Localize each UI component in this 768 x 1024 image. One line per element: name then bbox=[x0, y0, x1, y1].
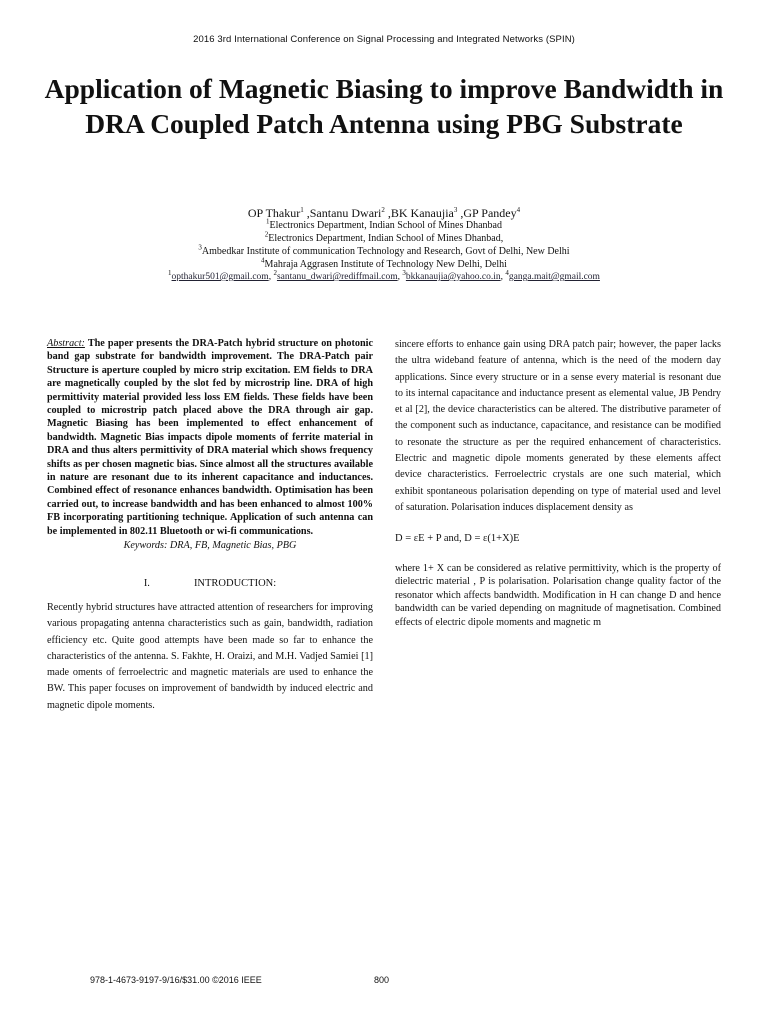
affiliation-text: Mahraja Aggrasen Institute of Technology New Delhi, Delhi bbox=[264, 259, 507, 270]
email-sup: 3 bbox=[402, 268, 406, 277]
affiliation-sup: 4 bbox=[261, 256, 265, 265]
email-list: $^1$opthakur501@gmail.com, $^2$santanu_dwari@rediffmail.com, $^3$bkkanaujia@yahoo.co.in, $^4$ganga.mait@gmail.com bbox=[168, 268, 600, 282]
email-sup: 1 bbox=[168, 268, 172, 277]
abstract-text: The paper presents the DRA-Patch hybrid structure on photonic band gap substrate for bandwidth improvement. The DRA-Patch pair Structure is aperture coupled by micro strip excitation. EM fields to DRA are magnetically coupled by the slot fed by microstrip line. DRA of high permittivity material provided less loss EM fields. These fields have been coupled to microstrip patch placed above the DRA through air gap. Magnetic Biasing has been implemented to effect enhancement of bandwidth. Magnetic Bias impacts dipole moments of ferrite material in DRA and thus alters permittivity of DRA material which shows frequency shifts as per chosen magnetic bias. Since almost all the structures available in nature are resonant due to its inherent capacitance and inductances. Combined effect of resonance enhances bandwidth. Optimisation has been carried out, to increase bandwidth and has been enhanced to almost 100% FB incorporating partitioning technique. Application of such antenna can be implemented in 802.11 Bluetooth or wi-fi communications. bbox=[47, 338, 373, 537]
author-sup: 3 bbox=[453, 206, 458, 214]
author-sup: 2 bbox=[381, 206, 385, 214]
author-name: GP Pandey bbox=[463, 206, 517, 220]
affiliation-sup: 1 bbox=[266, 217, 270, 226]
left-column bbox=[47, 337, 373, 714]
affiliation-3 bbox=[0, 243, 768, 258]
body-paragraph-2: where 1+ Χ can be considered as relative permittivity, which is the property of dielectric material , P is polarisation. Polarisation change quality factor of the resonator which affects bandwidth. Modification in H can change D and hence bandwidth can be varied depending on magnitude of magnetisation. Combined effects of electric dipole moments and magnetic m bbox=[395, 562, 721, 629]
abstract bbox=[47, 337, 373, 538]
email-link-2[interactable]: santanu_dwari@rediffmail.com bbox=[276, 272, 398, 282]
equation: D = εE + P and, D = ε(1+Χ)E bbox=[395, 533, 520, 545]
introduction-paragraph: Recently hybrid structures have attracted attention of researchers for improving various propagating antenna characteristics such as gain, bandwidth, radiation efficiency etc. Quite good attempts have been made so far to enhance the characteristics of the antenna. S. Fakhte, H. Oraizi, and M.H. Vadjed Samiei [1] made oments of ferroelectric and magnetic materials are used to enhance the BW. This paper focuses on improvement of bandwidth by induced electric and magnetic dipole moments. bbox=[47, 601, 373, 711]
affiliation-sup: 3 bbox=[198, 243, 202, 252]
affiliation-text: Electronics Department, Indian School of Mines Dhanbad bbox=[269, 220, 502, 231]
email-link-3[interactable]: bkkanaujia@yahoo.co.in bbox=[405, 272, 501, 282]
body-paragraph-1: sincere efforts to enhance gain using DRA patch pair; however, the paper lacks the ultra wideband feature of antenna, which is the need of the modern day applications. Since every structure or in a sense every material is resonant due to its internal capacitance and inductance present as elemental value, JB Pendry et al [2], the device characteristics can be altered. The distributive parameter of the component such as inductance, capacitance, and resistance can be modified to resonate the structure as per the required enhancement of characteristics. Electric and magnetic dipole moments generated by these elements affect device characteristics. Ferroelectric crystals are one such material, which exhibit spontaneous polarisation depending on type of material used and level of saturation. Polarisation induces displacement density as bbox=[395, 339, 721, 513]
author-sup: 4 bbox=[516, 206, 521, 214]
section-heading-introduction bbox=[47, 577, 373, 590]
keywords: Keywords: DRA, FB, Magnetic Bias, PBG bbox=[123, 540, 297, 552]
author-name: OP Thakur bbox=[247, 206, 301, 220]
author-name: BK Kanaujia bbox=[390, 206, 454, 220]
section-title: INTRODUCTION: bbox=[193, 577, 277, 589]
author-sep: , bbox=[384, 206, 391, 220]
affiliation-4 bbox=[0, 256, 768, 271]
affiliation-text: Ambedkar Institute of communication Technology and Research, Govt of Delhi, New Delhi bbox=[201, 246, 570, 257]
email-link-1[interactable]: opthakur501@gmail.com bbox=[171, 272, 269, 282]
author-sep: , bbox=[303, 206, 310, 220]
email-sup: 4 bbox=[505, 268, 509, 277]
author-list bbox=[0, 206, 768, 221]
abstract-label: Abstract: bbox=[47, 338, 85, 349]
footer-isbn: 978-1-4673-9197-9/16/$31.00 ©2016 IEEE bbox=[90, 975, 262, 985]
right-column bbox=[395, 337, 721, 630]
author-name: Santanu Dwari bbox=[309, 206, 382, 220]
affiliation-text: Electronics Department, Indian School of Mines Dhanbad, bbox=[268, 233, 504, 244]
author-sep: , bbox=[457, 206, 464, 220]
author-sup: 1 bbox=[300, 206, 304, 214]
email-sup: 2 bbox=[273, 268, 277, 277]
page-number: 800 bbox=[374, 975, 390, 985]
conference-header: 2016 3rd International Conference on Signal Processing and Integrated Networks (SPIN) bbox=[193, 34, 575, 45]
email-link-4[interactable]: ganga.mait@gmail.com bbox=[508, 272, 600, 282]
section-number: I. bbox=[143, 577, 150, 589]
paper-title: Application of Magnetic Biasing to improve Bandwidth in DRA Coupled Patch Antenna using PBG Substrate bbox=[44, 73, 724, 139]
affiliation-sup: 2 bbox=[264, 230, 269, 239]
affiliation-2 bbox=[0, 230, 768, 245]
affiliation-1 bbox=[0, 217, 768, 232]
